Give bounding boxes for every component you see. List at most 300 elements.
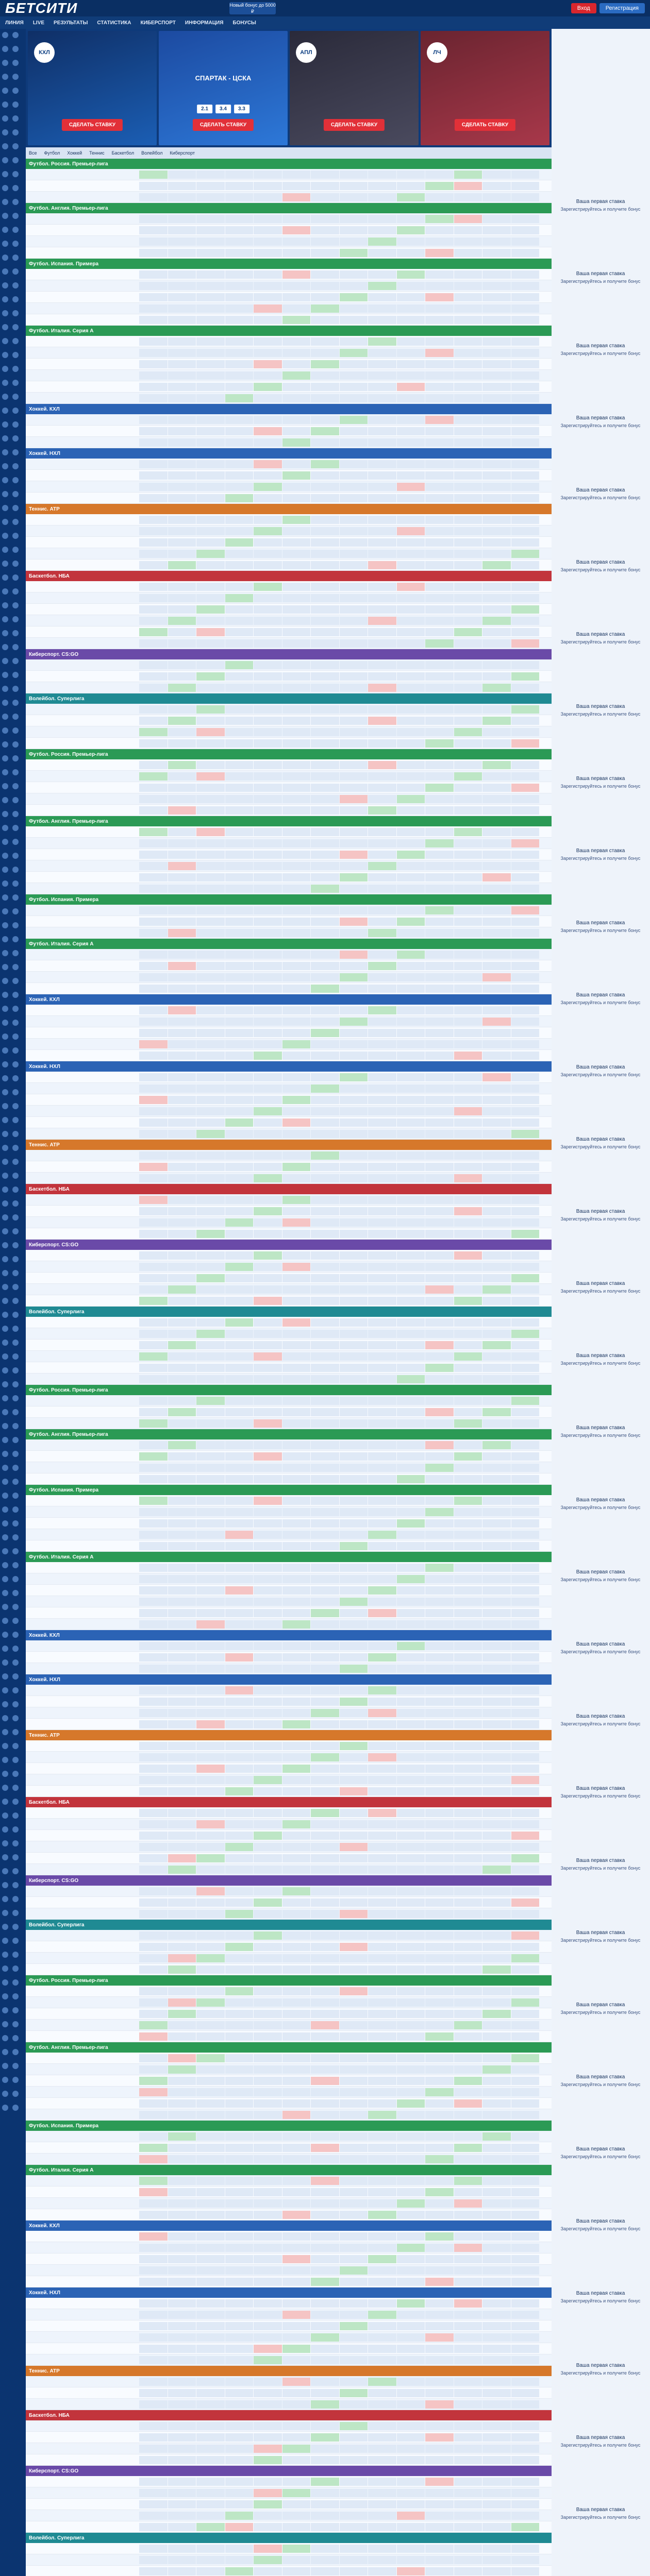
odd-cell[interactable] <box>340 483 368 491</box>
odd-cell[interactable] <box>196 1441 225 1449</box>
odd-cell[interactable] <box>425 1609 454 1617</box>
sport-icon[interactable] <box>12 1451 19 1457</box>
odd-cell[interactable] <box>196 1910 225 1918</box>
odd-cell[interactable] <box>368 617 396 625</box>
odd-cell[interactable] <box>139 2456 168 2464</box>
odd-cell[interactable] <box>397 550 425 558</box>
odd-cell[interactable] <box>368 1609 396 1617</box>
odd-cell[interactable] <box>340 1620 368 1629</box>
odd-cell[interactable] <box>340 226 368 234</box>
odd-cell[interactable] <box>225 1820 254 1828</box>
odd-cell[interactable] <box>511 471 540 480</box>
odd-cell[interactable] <box>340 772 368 781</box>
odd-cell[interactable] <box>254 182 282 190</box>
odd-cell[interactable] <box>511 1419 540 1428</box>
sport-icon[interactable] <box>2 352 8 358</box>
odd-cell[interactable] <box>168 1887 196 1895</box>
odd-cell[interactable] <box>397 316 425 324</box>
odd-cell[interactable] <box>196 2567 225 2575</box>
odd-cell[interactable] <box>168 918 196 926</box>
odd-cell[interactable] <box>282 516 311 524</box>
odd-cell[interactable] <box>139 494 168 502</box>
odd-cell[interactable] <box>282 2232 311 2241</box>
league-header[interactable]: Футбол. Италия. Серия А <box>26 939 552 949</box>
odd-cell[interactable] <box>311 873 339 882</box>
odd-cell[interactable] <box>139 717 168 725</box>
odd-cell[interactable] <box>454 873 482 882</box>
odd-cell[interactable] <box>139 2054 168 2062</box>
odd-cell[interactable] <box>340 2345 368 2353</box>
odd-cell[interactable] <box>454 2266 482 2275</box>
odd-cell[interactable] <box>340 1954 368 1962</box>
odd-cell[interactable] <box>454 1564 482 1572</box>
odd-cell[interactable] <box>254 1274 282 1282</box>
odd-cell[interactable] <box>397 1375 425 1383</box>
odd-cell[interactable] <box>511 2021 540 2029</box>
odd-cell[interactable] <box>425 2088 454 2096</box>
odd-cell[interactable] <box>454 951 482 959</box>
odd-cell[interactable] <box>168 1564 196 1572</box>
odd-cell[interactable] <box>425 1987 454 1995</box>
odd-cell[interactable] <box>311 2556 339 2564</box>
odd-cell[interactable] <box>196 885 225 893</box>
sport-icon[interactable] <box>12 825 19 831</box>
odd-cell[interactable] <box>139 371 168 380</box>
odd-cell[interactable] <box>139 193 168 201</box>
odd-cell[interactable] <box>368 527 396 535</box>
odd-cell[interactable] <box>254 561 282 569</box>
odd-cell[interactable] <box>311 337 339 346</box>
sport-icon[interactable] <box>2 811 8 817</box>
odd-cell[interactable] <box>511 1084 540 1093</box>
odd-cell[interactable] <box>282 2389 311 2397</box>
odd-cell[interactable] <box>482 1820 511 1828</box>
odd-cell[interactable] <box>454 1887 482 1895</box>
odd-cell[interactable] <box>340 2333 368 2342</box>
odd-cell[interactable] <box>139 1274 168 1282</box>
odd-cell[interactable] <box>425 1452 454 1461</box>
odd-cell[interactable] <box>139 1508 168 1516</box>
banner-khl[interactable] <box>28 31 157 145</box>
odd-cell[interactable] <box>482 516 511 524</box>
odd-cell[interactable] <box>196 2010 225 2018</box>
event-row[interactable] <box>26 1117 552 1128</box>
odd-cell[interactable] <box>368 2177 396 2185</box>
odd-cell[interactable] <box>168 962 196 970</box>
event-row[interactable] <box>26 370 552 381</box>
odd-cell[interactable] <box>168 1931 196 1940</box>
side-promo[interactable] <box>555 2435 646 2466</box>
odd-cell[interactable] <box>282 1787 311 1795</box>
odd-cell[interactable] <box>311 2077 339 2085</box>
odd-cell[interactable] <box>482 215 511 223</box>
odd-cell[interactable] <box>368 1665 396 1673</box>
odd-cell[interactable] <box>311 438 339 447</box>
odd-cell[interactable] <box>425 2032 454 2041</box>
odd-cell[interactable] <box>139 2077 168 2085</box>
odd-cell[interactable] <box>340 416 368 424</box>
odd-cell[interactable] <box>311 684 339 692</box>
side-promo[interactable] <box>555 1930 646 1961</box>
odd-cell[interactable] <box>425 226 454 234</box>
odd-cell[interactable] <box>225 2556 254 2564</box>
odd-cell[interactable] <box>139 2232 168 2241</box>
odd-cell[interactable] <box>397 1998 425 2007</box>
odd-cell[interactable] <box>397 973 425 981</box>
odd-cell[interactable] <box>482 1910 511 1918</box>
odd-cell[interactable] <box>282 661 311 669</box>
odd-cell[interactable] <box>139 2345 168 2353</box>
odd-cell[interactable] <box>139 739 168 748</box>
odd-cell[interactable] <box>511 1052 540 1060</box>
odd-cell[interactable] <box>282 1653 311 1662</box>
odd-cell[interactable] <box>368 918 396 926</box>
odd-cell[interactable] <box>139 628 168 636</box>
odd-cell[interactable] <box>368 293 396 301</box>
odd-cell[interactable] <box>482 951 511 959</box>
odd-cell[interactable] <box>282 1274 311 1282</box>
odd-cell[interactable] <box>311 1230 339 1238</box>
odd-cell[interactable] <box>511 1441 540 1449</box>
odd-cell[interactable] <box>311 1475 339 1483</box>
odd-cell[interactable] <box>454 1107 482 1115</box>
odd-cell[interactable] <box>254 1519 282 1528</box>
odd-cell[interactable] <box>196 2266 225 2275</box>
sport-icon[interactable] <box>12 1020 19 1026</box>
odd-cell[interactable] <box>254 1686 282 1694</box>
odd-cell[interactable] <box>225 684 254 692</box>
odd-cell[interactable] <box>139 2211 168 2219</box>
odd-cell[interactable] <box>511 2054 540 2062</box>
odd-cell[interactable] <box>254 1174 282 1182</box>
odd-cell[interactable] <box>254 460 282 468</box>
odd-cell[interactable] <box>454 918 482 926</box>
odd-cell[interactable] <box>225 2400 254 2409</box>
sport-icon[interactable] <box>2 894 8 901</box>
odd-cell[interactable] <box>139 1575 168 1583</box>
side-promo[interactable] <box>555 992 646 1023</box>
event-row[interactable] <box>26 1930 552 1941</box>
odd-cell[interactable] <box>168 1508 196 1516</box>
sport-icon[interactable] <box>2 964 8 970</box>
odd-cell[interactable] <box>425 527 454 535</box>
sport-icon[interactable] <box>2 978 8 984</box>
odd-cell[interactable] <box>225 2489 254 2497</box>
odd-cell[interactable] <box>311 1586 339 1595</box>
odd-cell[interactable] <box>139 2356 168 2364</box>
odd-cell[interactable] <box>425 806 454 815</box>
sport-icon[interactable] <box>12 1117 19 1123</box>
odd-cell[interactable] <box>139 182 168 190</box>
odd-cell[interactable] <box>482 2255 511 2263</box>
odd-cell[interactable] <box>454 2456 482 2464</box>
odd-cell[interactable] <box>340 249 368 257</box>
odd-cell[interactable] <box>168 1419 196 1428</box>
odd-cell[interactable] <box>340 2545 368 2553</box>
odd-cell[interactable] <box>196 2054 225 2062</box>
odd-cell[interactable] <box>454 1341 482 1349</box>
odd-cell[interactable] <box>511 1096 540 1104</box>
sport-icon[interactable] <box>12 2105 19 2111</box>
odd-cell[interactable] <box>225 795 254 803</box>
sport-icon[interactable] <box>12 1298 19 1304</box>
odd-cell[interactable] <box>340 561 368 569</box>
event-row[interactable] <box>26 1997 552 2008</box>
odd-cell[interactable] <box>454 628 482 636</box>
odd-cell[interactable] <box>168 2155 196 2163</box>
odd-cell[interactable] <box>425 1910 454 1918</box>
odd-cell[interactable] <box>425 1642 454 1650</box>
odd-cell[interactable] <box>282 2255 311 2263</box>
odd-cell[interactable] <box>139 1887 168 1895</box>
odd-cell[interactable] <box>511 1753 540 1761</box>
odd-cell[interactable] <box>397 1620 425 1629</box>
odd-cell[interactable] <box>282 2567 311 2575</box>
odd-cell[interactable] <box>311 182 339 190</box>
nav-line[interactable]: ЛИНИЯ <box>5 20 24 26</box>
odd-cell[interactable] <box>225 1163 254 1171</box>
odd-cell[interactable] <box>196 2144 225 2152</box>
odd-cell[interactable] <box>368 2065 396 2074</box>
banner-bet-button[interactable]: СДЕЛАТЬ СТАВКУ <box>324 119 385 131</box>
odd-cell[interactable] <box>282 2512 311 2520</box>
odd-cell[interactable] <box>196 304 225 313</box>
odd-cell[interactable] <box>397 1096 425 1104</box>
sport-icon[interactable] <box>2 199 8 205</box>
odd-cell[interactable] <box>282 2489 311 2497</box>
sport-icon[interactable] <box>12 533 19 539</box>
odd-cell[interactable] <box>340 2322 368 2330</box>
sport-icon[interactable] <box>12 1493 19 1499</box>
odd-cell[interactable] <box>454 1910 482 1918</box>
odd-cell[interactable] <box>139 460 168 468</box>
odd-cell[interactable] <box>511 1653 540 1662</box>
event-row[interactable] <box>26 2354 552 2366</box>
odd-cell[interactable] <box>282 1397 311 1405</box>
sport-icon[interactable] <box>12 1312 19 1318</box>
odd-cell[interactable] <box>311 349 339 357</box>
odd-cell[interactable] <box>425 1508 454 1516</box>
odd-cell[interactable] <box>454 1419 482 1428</box>
nav-results[interactable]: РЕЗУЛЬТАТЫ <box>54 20 88 26</box>
odd-cell[interactable] <box>311 1218 339 1227</box>
sport-icon[interactable] <box>2 1242 8 1248</box>
odd-cell[interactable] <box>368 2322 396 2330</box>
event-row[interactable] <box>26 2131 552 2142</box>
sport-icon[interactable] <box>12 143 19 149</box>
event-row[interactable] <box>26 1194 552 1206</box>
odd-cell[interactable] <box>311 1609 339 1617</box>
odd-cell[interactable] <box>482 906 511 914</box>
odd-cell[interactable] <box>340 1843 368 1851</box>
odd-cell[interactable] <box>511 2232 540 2241</box>
sport-icon[interactable] <box>2 741 8 748</box>
odd-cell[interactable] <box>340 193 368 201</box>
event-row[interactable] <box>26 1964 552 1975</box>
odd-cell[interactable] <box>340 672 368 681</box>
odd-cell[interactable] <box>168 2400 196 2409</box>
odd-cell[interactable] <box>168 705 196 714</box>
event-row[interactable] <box>26 1039 552 1050</box>
side-promo[interactable] <box>555 487 646 518</box>
odd-cell[interactable] <box>454 1698 482 1706</box>
odd-cell[interactable] <box>368 182 396 190</box>
odd-cell[interactable] <box>340 1018 368 1026</box>
odd-cell[interactable] <box>511 1709 540 1717</box>
odd-cell[interactable] <box>454 1375 482 1383</box>
odd-cell[interactable] <box>511 2255 540 2263</box>
odd-cell[interactable] <box>511 1073 540 1081</box>
odd-cell[interactable] <box>139 1130 168 1138</box>
odd-cell[interactable] <box>511 1341 540 1349</box>
odd-cell[interactable] <box>196 1866 225 1874</box>
odd-cell[interactable] <box>139 1665 168 1673</box>
banner-bet-button[interactable]: СДЕЛАТЬ СТАВКУ <box>62 119 123 131</box>
side-promo[interactable] <box>555 704 646 735</box>
odd-cell[interactable] <box>139 1653 168 1662</box>
odd-cell[interactable] <box>196 628 225 636</box>
sport-icon[interactable] <box>2 2091 8 2097</box>
odd-cell[interactable] <box>196 1564 225 1572</box>
odd-cell[interactable] <box>254 1642 282 1650</box>
odd-cell[interactable] <box>340 2311 368 2319</box>
odd-cell[interactable] <box>425 2333 454 2342</box>
sport-icon[interactable] <box>2 1145 8 1151</box>
league-header[interactable]: Баскетбол. НБА <box>26 1184 552 1194</box>
sport-icon[interactable] <box>12 547 19 553</box>
odd-cell[interactable] <box>282 1820 311 1828</box>
odd-cell[interactable] <box>368 962 396 970</box>
odd-cell[interactable] <box>511 2422 540 2430</box>
odd-cell[interactable] <box>282 349 311 357</box>
odd-cell[interactable] <box>454 1965 482 1974</box>
odd-cell[interactable] <box>368 1006 396 1014</box>
odd-cell[interactable] <box>139 705 168 714</box>
odd-cell[interactable] <box>282 1497 311 1505</box>
odd-cell[interactable] <box>482 1285 511 1294</box>
odd-cell[interactable] <box>139 2244 168 2252</box>
odd-cell[interactable] <box>454 2299 482 2308</box>
sport-icon[interactable] <box>12 32 19 38</box>
odd-cell[interactable] <box>254 1620 282 1629</box>
odd-cell[interactable] <box>196 1218 225 1227</box>
odd-cell[interactable] <box>254 1207 282 1215</box>
odd-cell[interactable] <box>454 538 482 547</box>
odd-cell[interactable] <box>425 739 454 748</box>
odd-cell[interactable] <box>311 2478 339 2486</box>
odd-cell[interactable] <box>254 1375 282 1383</box>
odd-cell[interactable] <box>482 583 511 591</box>
odd-cell[interactable] <box>282 1642 311 1650</box>
odd-cell[interactable] <box>311 1375 339 1383</box>
sport-icon[interactable] <box>2 547 8 553</box>
odd-cell[interactable] <box>139 1475 168 1483</box>
odd-cell[interactable] <box>225 460 254 468</box>
odd-cell[interactable] <box>196 795 225 803</box>
sport-icon[interactable] <box>2 213 8 219</box>
odd-cell[interactable] <box>482 2567 511 2575</box>
odd-cell[interactable] <box>425 617 454 625</box>
odd-cell[interactable] <box>425 270 454 279</box>
filter-basketball[interactable]: Баскетбол <box>111 150 135 156</box>
odd-cell[interactable] <box>425 839 454 848</box>
odd-cell[interactable] <box>168 828 196 836</box>
odd-cell[interactable] <box>454 1073 482 1081</box>
odd-cell[interactable] <box>425 929 454 937</box>
odd-cell[interactable] <box>282 226 311 234</box>
odd-cell[interactable] <box>282 1364 311 1372</box>
odd-cell[interactable] <box>397 739 425 748</box>
odd-cell[interactable] <box>311 1832 339 1840</box>
odd-cell[interactable] <box>254 728 282 736</box>
odd-cell[interactable] <box>397 684 425 692</box>
odd-cell[interactable] <box>482 594 511 602</box>
odd-cell[interactable] <box>425 1174 454 1182</box>
odd-cell[interactable] <box>511 2211 540 2219</box>
odd-cell[interactable] <box>482 2456 511 2464</box>
league-header[interactable]: Футбол. Испания. Примера <box>26 259 552 269</box>
sport-icon[interactable] <box>12 1646 19 1652</box>
odd-cell[interactable] <box>311 1073 339 1081</box>
odd-cell[interactable] <box>139 1564 168 1572</box>
sport-icon[interactable] <box>2 1854 8 1860</box>
odd-cell[interactable] <box>139 2099 168 2108</box>
odd-cell[interactable] <box>340 360 368 368</box>
odd-cell[interactable] <box>196 1341 225 1349</box>
event-row[interactable] <box>26 849 552 860</box>
odd-cell[interactable] <box>196 1665 225 1673</box>
odd-cell[interactable] <box>340 1943 368 1951</box>
odd-cell[interactable] <box>311 1987 339 1995</box>
odd-cell[interactable] <box>368 371 396 380</box>
odd-cell[interactable] <box>311 494 339 502</box>
odd-cell[interactable] <box>425 1441 454 1449</box>
odd-cell[interactable] <box>397 1107 425 1115</box>
odd-cell[interactable] <box>225 2010 254 2018</box>
event-row[interactable] <box>26 1295 552 1307</box>
odd-cell[interactable] <box>254 1018 282 1026</box>
odd-cell[interactable] <box>225 728 254 736</box>
odd-cell[interactable] <box>139 1943 168 1951</box>
odd-cell[interactable] <box>397 2422 425 2430</box>
odd-cell[interactable] <box>254 1096 282 1104</box>
odd-cell[interactable] <box>482 226 511 234</box>
odd-cell[interactable] <box>368 171 396 179</box>
league-header[interactable]: Баскетбол. НБА <box>26 2410 552 2420</box>
odd-cell[interactable] <box>282 238 311 246</box>
sport-icon[interactable] <box>12 1659 19 1666</box>
odd-cell[interactable] <box>139 795 168 803</box>
odd-cell[interactable] <box>282 550 311 558</box>
odd-cell[interactable] <box>397 772 425 781</box>
odd-cell[interactable] <box>196 862 225 870</box>
odd-cell[interactable] <box>482 1753 511 1761</box>
odd-cell[interactable] <box>454 171 482 179</box>
sport-icon[interactable] <box>2 505 8 511</box>
odd-cell[interactable] <box>454 1653 482 1662</box>
odd-cell[interactable] <box>139 527 168 535</box>
odd-cell[interactable] <box>425 639 454 648</box>
odd-cell[interactable] <box>282 739 311 748</box>
odd-cell[interactable] <box>397 2132 425 2141</box>
odd-cell[interactable] <box>397 885 425 893</box>
odd-cell[interactable] <box>397 1832 425 1840</box>
odd-cell[interactable] <box>425 2211 454 2219</box>
odd-cell[interactable] <box>282 1107 311 1115</box>
odd-cell[interactable] <box>254 1230 282 1238</box>
odd-cell[interactable] <box>368 1542 396 1550</box>
odd-cell[interactable] <box>425 2054 454 2062</box>
